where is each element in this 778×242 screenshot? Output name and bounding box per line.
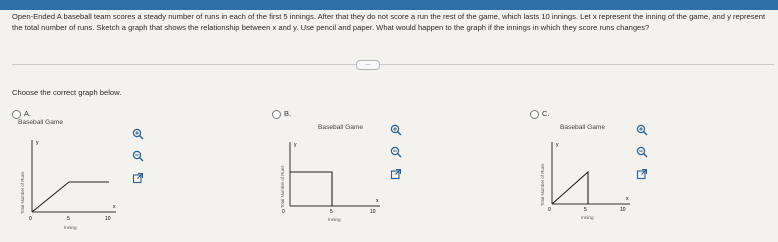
zoom-out-icon[interactable] [390,146,402,158]
graph-a-origin: 0 [29,216,32,222]
popout-icon[interactable] [390,168,402,180]
option-a-label: A. [24,109,32,118]
graph-a-xtick-5: 5 [67,216,70,222]
graph-a-title: Baseball Game [18,119,64,126]
option-c-label: C. [542,109,550,118]
graph-c-line [552,172,588,204]
expand-button[interactable]: ... [356,60,380,70]
graph-b-xtick-5: 5 [330,209,333,215]
graph-b-origin: 0 [282,209,285,215]
graph-c [530,132,642,234]
graph-a-xlabel: Inning [64,225,77,230]
graph-c-origin: 0 [548,207,551,213]
graph-b-xtick-10: 10 [370,209,376,215]
graph-c-xtick-5: 5 [584,207,587,213]
zoom-in-icon[interactable] [390,124,402,136]
choose-prompt: Choose the correct graph below. [12,88,122,97]
zoom-in-icon[interactable] [132,128,144,140]
question-text: Open-Ended A baseball team scores a steady number of runs in each of the first 5 innings. After that they do not score a run the rest of the game, which lasts 10 innings. Let x represent the inning of the game, and y represent the total number of runs. Sketch a graph that shows the relationship between x and y. Use pencil and paper. What would happen to the graph if the innings in which they score runs changes? [12,12,766,32]
option-b[interactable] [272,110,472,240]
radio-a[interactable] [12,110,21,119]
divider [12,64,774,65]
option-b-label: B. [284,109,292,118]
graph-a [12,128,122,232]
graph-b-xlabel: Inning [328,217,341,222]
graph-b-line [290,172,332,206]
zoom-out-icon[interactable] [636,146,648,158]
graph-c-y-letter: y [556,142,559,148]
graph-a-xtick-10: 10 [105,216,111,222]
graph-c-xlabel: Inning [581,215,594,220]
graph-b-y-letter: y [294,142,297,148]
popout-icon[interactable] [636,168,648,180]
graph-c-title: Baseball Game [560,124,606,131]
graph-a-x-letter: x [113,204,116,210]
radio-c[interactable] [530,110,539,119]
graph-b-ylabel: Total Number of Runs [280,165,285,208]
top-bar [0,0,778,10]
zoom-in-icon[interactable] [636,124,648,136]
zoom-out-icon[interactable] [132,150,144,162]
popout-icon[interactable] [132,172,144,184]
graph-a-y-letter: y [36,140,39,146]
option-a[interactable] [12,110,212,240]
graph-c-xtick-10: 10 [620,207,626,213]
graph-b-x-letter: x [376,198,379,204]
graph-a-ylabel: Total Number of Runs [20,171,25,214]
graph-b [272,132,384,234]
radio-b[interactable] [272,110,281,119]
graph-c-ylabel: Total Number of Runs [540,163,545,206]
graph-c-x-letter: x [626,196,629,202]
graph-a-line [32,182,109,212]
option-c[interactable] [530,110,730,240]
graph-b-title: Baseball Game [318,124,364,131]
